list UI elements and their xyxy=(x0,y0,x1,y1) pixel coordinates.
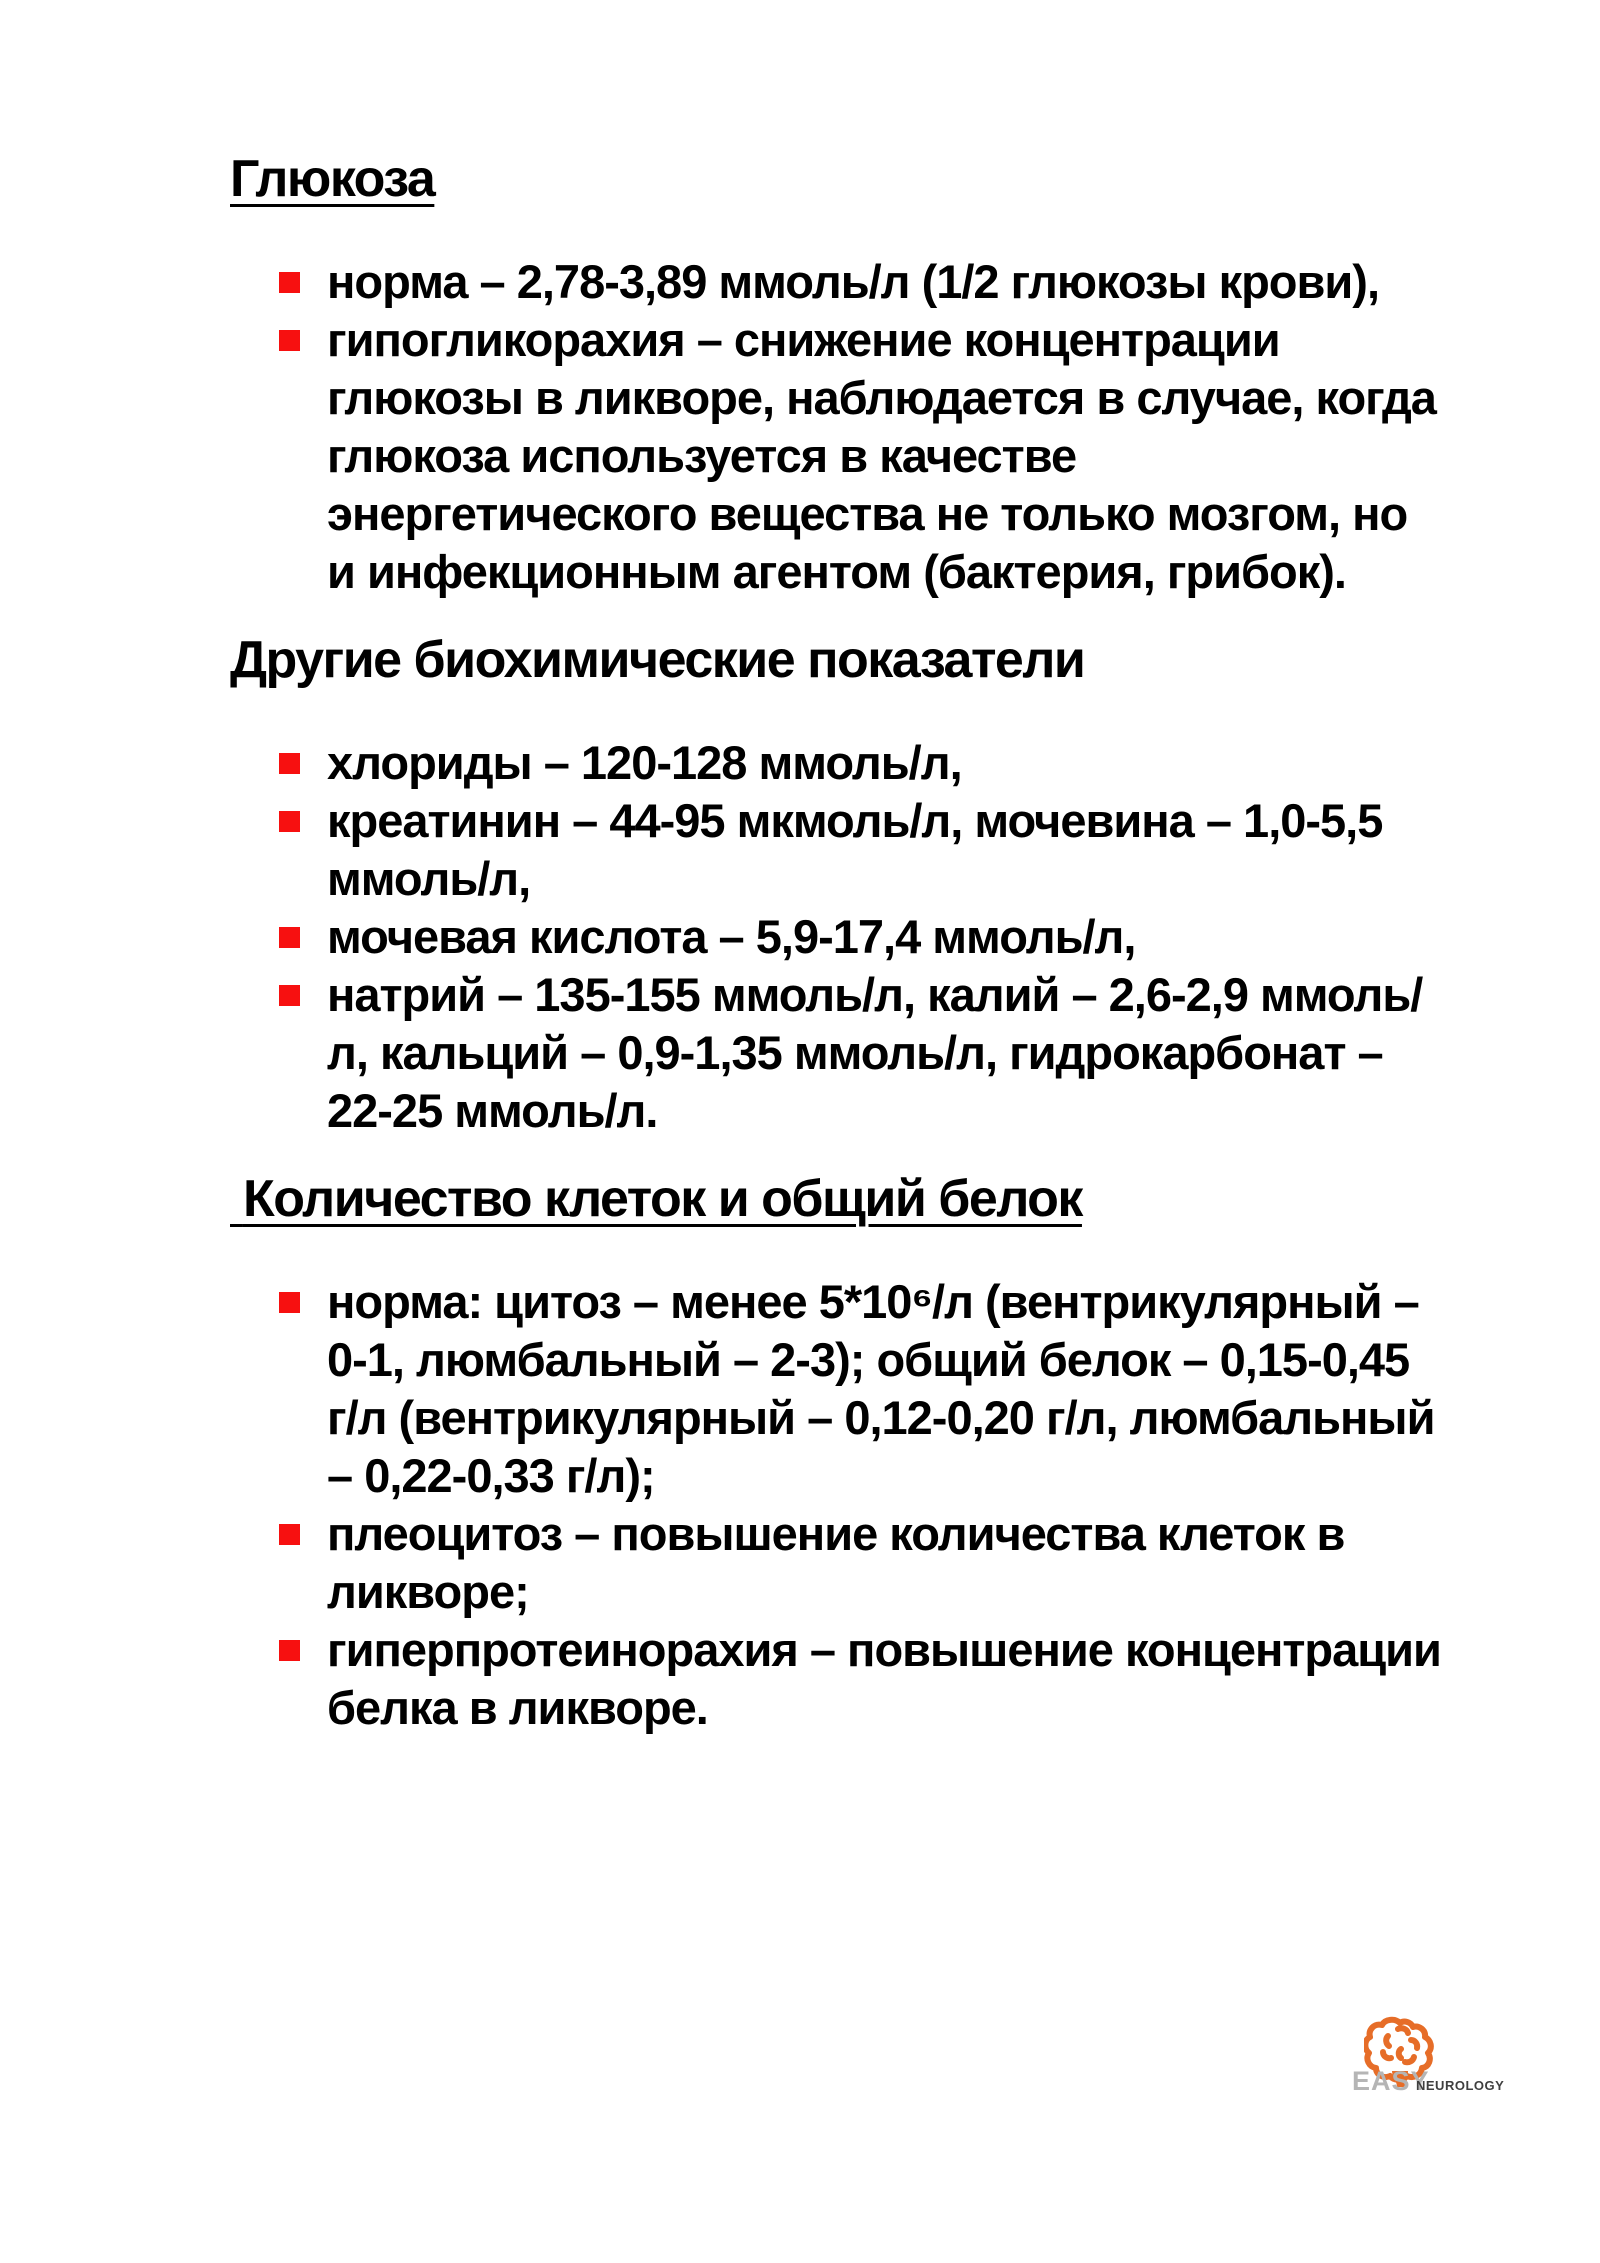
logo-neurology-text: NEUROLOGY xyxy=(1416,2078,1505,2093)
bullet-square-icon xyxy=(279,811,300,832)
bullet-square-icon xyxy=(279,753,300,774)
bullet-list-biochemical xyxy=(230,734,1450,1140)
logo-easy-text: EASY xyxy=(1352,2066,1430,2096)
bullet-square-icon xyxy=(279,272,300,293)
list-item-text: хлориды – 120-128 ммоль/л, xyxy=(327,736,962,789)
list-item xyxy=(230,253,1442,311)
section-heading-cells-protein: Количество клеток и общий белок xyxy=(230,1170,1082,1228)
list-item-text: мочевая кислота – 5,9-17,4 ммоль/л, xyxy=(327,910,1136,963)
list-item-text: гипогликорахия – снижение концентрации глюкозы в ликворе, наблюдается в случае, когда глюкоза используется в качестве энергетического вещества не только мозгом, но и инфекционным агентом (бактерия, грибок). xyxy=(327,313,1436,598)
list-item-text: креатинин – 44-95 мкмоль/л, мочевина – 1,0-5,5 ммоль/л, xyxy=(327,794,1383,905)
document-content xyxy=(230,150,1450,1767)
list-item-text: норма – 2,78-3,89 ммоль/л (1/2 глюкозы крови), xyxy=(327,255,1380,308)
list-item xyxy=(230,1273,1442,1505)
list-item xyxy=(230,1505,1442,1621)
list-item xyxy=(230,908,1442,966)
bullet-square-icon xyxy=(279,1292,300,1313)
section-heading-glucose: Глюкоза xyxy=(230,150,435,208)
list-item xyxy=(230,1621,1442,1737)
section-heading-biochemical: Другие биохимические показатели xyxy=(230,631,1085,689)
bullet-square-icon xyxy=(279,985,300,1006)
bullet-square-icon xyxy=(279,1640,300,1661)
bullet-list-cells-protein xyxy=(230,1273,1450,1737)
bullet-list-glucose xyxy=(230,253,1450,601)
list-item-text: плеоцитоз – повышение количества клеток в ликворе; xyxy=(327,1507,1345,1618)
list-item-text: гиперпротеинорахия – повышение концентрации белка в ликворе. xyxy=(327,1623,1441,1734)
list-item xyxy=(230,792,1442,908)
list-item-text: натрий – 135-155 ммоль/л, калий – 2,6-2,9 ммоль/л, кальций – 0,9-1,35 ммоль/л, гидрокарбонат – 22-25 ммоль/л. xyxy=(327,968,1423,1137)
bullet-square-icon xyxy=(279,330,300,351)
easy-neurology-logo xyxy=(1352,2014,1505,2096)
bullet-square-icon xyxy=(279,1524,300,1545)
list-item xyxy=(230,311,1442,601)
bullet-square-icon xyxy=(279,927,300,948)
list-item-text: норма: цитоз – менее 5*10⁶/л (вентрикулярный – 0-1, люмбальный – 2-3); общий белок – 0,15-0,45 г/л (вентрикулярный – 0,12-0,20 г/л, люмбальный – 0,22-0,33 г/л); xyxy=(327,1275,1435,1502)
list-item xyxy=(230,966,1442,1140)
list-item xyxy=(230,734,1442,792)
